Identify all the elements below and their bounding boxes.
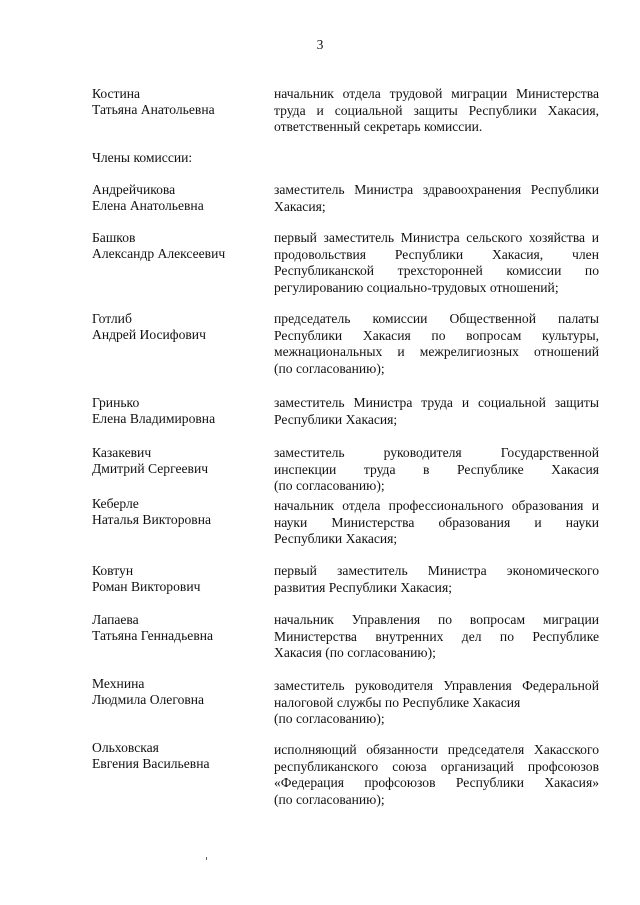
role-line: заместитель Министра труда и социальной защиты	[274, 395, 599, 410]
role-line: налоговой службы по Республике Хакасия	[274, 694, 521, 710]
role-line: Республики Хакасия;	[274, 411, 398, 427]
member-role	[274, 678, 599, 728]
given-names: Татьяна Анатольевна	[92, 102, 215, 117]
given-names: Роман Викторович	[92, 579, 201, 594]
member-role	[274, 395, 599, 428]
member-name	[92, 445, 262, 477]
surname: Кеберле	[92, 496, 139, 511]
page-number: 3	[316, 37, 324, 52]
given-names: Евгения Васильевна	[92, 756, 210, 771]
member-role	[274, 230, 599, 296]
member-role	[274, 563, 599, 596]
given-names: Татьяна Геннадьевна	[92, 628, 214, 643]
role-line: исполняющий обязанности председателя Хакасского	[274, 742, 599, 757]
member-name	[92, 496, 262, 528]
surname: Лапаева	[92, 612, 139, 627]
surname: Костина	[92, 86, 141, 101]
role-line: заместитель Министра здравоохранения Республики	[274, 182, 599, 197]
given-names: Александр Алексеевич	[92, 246, 226, 261]
given-names: Елена Анатольевна	[92, 198, 204, 213]
given-names: Елена Владимировна	[92, 411, 216, 426]
surname: Мехнина	[92, 676, 145, 691]
surname: Гринько	[92, 395, 140, 410]
given-names: Наталья Викторовна	[92, 512, 212, 527]
given-names: Андрей Иосифович	[92, 327, 206, 342]
role-line: Хакасия;	[274, 198, 326, 214]
member-role	[274, 498, 599, 548]
member-name	[92, 612, 262, 644]
member-name	[92, 676, 262, 708]
role-line: первый заместитель Министра сельского хозяйства и	[274, 230, 599, 245]
role-line: ответственный секретарь комиссии.	[274, 119, 483, 134]
member-name	[92, 563, 262, 595]
member-role	[274, 182, 599, 215]
member-name	[92, 395, 262, 427]
given-names: Людмила Олеговна	[92, 692, 205, 707]
role-line: «Федерация профсоюзов Республики Хакасия»	[274, 775, 599, 790]
role-line: Республики Хакасия;	[274, 531, 398, 546]
role-line: Хакасия (по согласованию);	[274, 645, 436, 660]
role-line: труда и социальной защиты Республики Хакасия,	[274, 102, 599, 118]
role-line: заместитель руководителя Государственной	[274, 445, 599, 460]
role-line: Республиканской трехсторонней комиссии по	[274, 263, 599, 278]
role-line: (по согласованию);	[274, 791, 385, 807]
member-role	[274, 445, 599, 495]
surname: Ольховская	[92, 740, 159, 755]
member-name	[92, 740, 262, 772]
role-line: начальник отдела профессионального образования и	[274, 498, 599, 513]
member-name	[92, 311, 262, 343]
surname: Ковтун	[92, 563, 134, 578]
role-line: начальник Управления по вопросам миграции	[274, 612, 599, 627]
role-line: регулированию социально-трудовых отношений;	[274, 279, 559, 295]
role-line: первый заместитель Министра экономического	[274, 563, 599, 578]
role-line: Министерства внутренних дел по Республике	[274, 628, 599, 644]
surname: Казакевич	[92, 445, 152, 460]
role-line: заместитель руководителя Управления Федеральной	[274, 678, 599, 693]
secretary-role	[274, 86, 599, 136]
member-role	[274, 742, 599, 808]
member-role	[274, 311, 599, 377]
role-line: продовольствия Республики Хакасия, член	[274, 246, 599, 262]
role-line: председатель комиссии Общественной палаты	[274, 311, 599, 326]
secretary-name	[92, 86, 262, 118]
member-name	[92, 230, 262, 262]
given-names: Дмитрий Сергеевич	[92, 461, 209, 476]
role-line: (по согласованию);	[274, 711, 385, 726]
role-line: развития Республики Хакасия;	[274, 579, 452, 595]
role-line: межнациональных и межрелигиозных отношений	[274, 344, 599, 359]
role-line: Республики Хакасия по вопросам культуры,	[274, 327, 599, 343]
role-line: (по согласованию);	[274, 478, 385, 493]
member-name	[92, 182, 262, 214]
members-heading: Члены комиссии:	[92, 150, 193, 165]
scan-speck	[206, 857, 207, 860]
surname: Готлиб	[92, 311, 132, 326]
surname: Башков	[92, 230, 136, 245]
role-line: начальник отдела трудовой миграции Министерства	[274, 86, 599, 101]
role-line: республиканского союза организаций профсоюзов	[274, 758, 599, 774]
member-role	[274, 612, 599, 662]
role-line: науки Министерства образования и науки	[274, 514, 599, 530]
role-line: (по согласованию);	[274, 360, 385, 376]
surname: Андрейчикова	[92, 182, 176, 197]
role-line: инспекции труда в Республике Хакасия	[274, 461, 599, 477]
